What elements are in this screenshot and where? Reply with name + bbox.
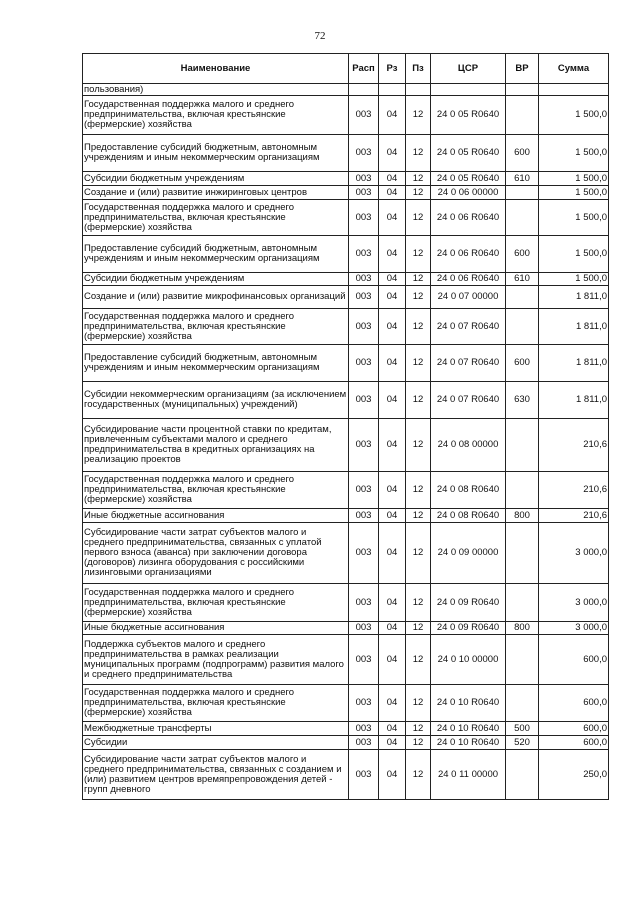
table-row xyxy=(83,509,609,523)
row-name: Предоставление субсидий бюджетным, автономным учреждениям и иным некоммерческим организациям xyxy=(83,135,349,172)
table-row xyxy=(83,135,609,172)
row-pz: 12 xyxy=(406,472,431,509)
row-rz: 04 xyxy=(379,736,406,750)
row-name: Субсидирование части затрат субъектов малого и среднего предпринимательства, связанных с созданием и (или) развитием центров времяпрепровождения детей - групп дневного xyxy=(83,750,349,800)
row-csr: 24 0 10 R0640 xyxy=(431,736,506,750)
header-sum: Сумма xyxy=(539,54,609,84)
row-csr: 24 0 05 R0640 xyxy=(431,135,506,172)
row-sum: 1 500,0 xyxy=(539,273,609,286)
row-rz: 04 xyxy=(379,236,406,273)
row-csr: 24 0 09 R0640 xyxy=(431,622,506,635)
row-csr: 24 0 07 R0640 xyxy=(431,382,506,419)
table-row xyxy=(83,345,609,382)
row-vr xyxy=(506,309,539,345)
row-rasp: 003 xyxy=(349,622,379,635)
row-pz: 12 xyxy=(406,236,431,273)
row-rasp: 003 xyxy=(349,635,379,685)
row-sum: 1 811,0 xyxy=(539,309,609,345)
row-csr: 24 0 06 R0640 xyxy=(431,236,506,273)
row-pz: 12 xyxy=(406,273,431,286)
row-vr: 520 xyxy=(506,736,539,750)
row-rasp: 003 xyxy=(349,309,379,345)
row-rz: 04 xyxy=(379,135,406,172)
row-vr: 610 xyxy=(506,273,539,286)
header-name: Наименование xyxy=(83,54,349,84)
row-csr: 24 0 10 00000 xyxy=(431,635,506,685)
table-row xyxy=(83,750,609,800)
row-name: пользования) xyxy=(83,84,349,96)
row-vr xyxy=(506,584,539,622)
row-rz: 04 xyxy=(379,172,406,186)
row-csr: 24 0 09 R0640 xyxy=(431,584,506,622)
row-pz: 12 xyxy=(406,622,431,635)
row-pz: 12 xyxy=(406,345,431,382)
row-pz: 12 xyxy=(406,135,431,172)
row-rasp: 003 xyxy=(349,200,379,236)
row-rasp: 003 xyxy=(349,96,379,135)
header-csr: ЦСР xyxy=(431,54,506,84)
row-vr: 610 xyxy=(506,172,539,186)
row-pz: 12 xyxy=(406,200,431,236)
row-vr xyxy=(506,472,539,509)
row-rz: 04 xyxy=(379,472,406,509)
table-row xyxy=(83,309,609,345)
table-row xyxy=(83,722,609,736)
row-rasp: 003 xyxy=(349,172,379,186)
row-name: Иные бюджетные ассигнования xyxy=(83,509,349,523)
row-vr xyxy=(506,96,539,135)
row-name: Субсидии некоммерческим организациям (за исключением государственных (муниципальных) учреждений) xyxy=(83,382,349,419)
row-csr: 24 0 06 00000 xyxy=(431,186,506,200)
row-rasp: 003 xyxy=(349,736,379,750)
row-pz: 12 xyxy=(406,736,431,750)
row-vr: 630 xyxy=(506,382,539,419)
row-rasp: 003 xyxy=(349,286,379,309)
row-vr: 600 xyxy=(506,236,539,273)
page-number: 72 xyxy=(314,30,326,42)
row-csr: 24 0 07 R0640 xyxy=(431,345,506,382)
row-sum: 600,0 xyxy=(539,722,609,736)
row-rz: 04 xyxy=(379,382,406,419)
row-pz: 12 xyxy=(406,96,431,135)
header-rz: Рз xyxy=(379,54,406,84)
row-csr: 24 0 05 R0640 xyxy=(431,172,506,186)
row-name: Государственная поддержка малого и среднего предпринимательства, включая крестьянские (фермерские) хозяйства xyxy=(83,584,349,622)
table-row xyxy=(83,172,609,186)
row-sum: 250,0 xyxy=(539,750,609,800)
row-pz: 12 xyxy=(406,286,431,309)
row-rz: 04 xyxy=(379,96,406,135)
table-row xyxy=(83,523,609,584)
row-rasp: 003 xyxy=(349,419,379,472)
row-name: Создание и (или) развитие микрофинансовых организаций xyxy=(83,286,349,309)
row-csr: 24 0 09 00000 xyxy=(431,523,506,584)
row-sum: 600,0 xyxy=(539,736,609,750)
row-sum: 1 811,0 xyxy=(539,286,609,309)
row-rz: 04 xyxy=(379,509,406,523)
row-rasp: 003 xyxy=(349,584,379,622)
header-rasp: Расп xyxy=(349,54,379,84)
row-sum: 210,6 xyxy=(539,419,609,472)
row-rz: 04 xyxy=(379,286,406,309)
row-vr xyxy=(506,523,539,584)
row-vr: 800 xyxy=(506,509,539,523)
row-rz: 04 xyxy=(379,273,406,286)
row-vr xyxy=(506,84,539,96)
row-vr: 800 xyxy=(506,622,539,635)
row-name: Субсидии xyxy=(83,736,349,750)
header-vr: ВР xyxy=(506,54,539,84)
row-rasp: 003 xyxy=(349,382,379,419)
table-row xyxy=(83,200,609,236)
table-row xyxy=(83,472,609,509)
row-rz: 04 xyxy=(379,622,406,635)
row-sum: 1 500,0 xyxy=(539,172,609,186)
row-csr: 24 0 10 R0640 xyxy=(431,722,506,736)
row-name: Предоставление субсидий бюджетным, автономным учреждениям и иным некоммерческим организациям xyxy=(83,236,349,273)
row-rasp: 003 xyxy=(349,722,379,736)
row-pz: 12 xyxy=(406,309,431,345)
row-vr: 600 xyxy=(506,135,539,172)
table-row xyxy=(83,635,609,685)
row-vr xyxy=(506,200,539,236)
row-vr xyxy=(506,635,539,685)
row-sum: 1 500,0 xyxy=(539,96,609,135)
row-name: Предоставление субсидий бюджетным, автономным учреждениям и иным некоммерческим организациям xyxy=(83,345,349,382)
row-pz: 12 xyxy=(406,685,431,722)
row-rasp: 003 xyxy=(349,523,379,584)
table-row xyxy=(83,685,609,722)
row-csr: 24 0 07 R0640 xyxy=(431,309,506,345)
row-rasp: 003 xyxy=(349,509,379,523)
row-pz: 12 xyxy=(406,419,431,472)
row-vr xyxy=(506,685,539,722)
row-sum: 210,6 xyxy=(539,509,609,523)
row-csr: 24 0 05 R0640 xyxy=(431,96,506,135)
row-pz: 12 xyxy=(406,750,431,800)
row-rz: 04 xyxy=(379,685,406,722)
row-name: Государственная поддержка малого и среднего предпринимательства, включая крестьянские (фермерские) хозяйства xyxy=(83,309,349,345)
table-row xyxy=(83,286,609,309)
row-pz xyxy=(406,84,431,96)
row-csr: 24 0 11 00000 xyxy=(431,750,506,800)
row-sum: 3 000,0 xyxy=(539,523,609,584)
row-rz: 04 xyxy=(379,584,406,622)
table-row xyxy=(83,273,609,286)
row-sum: 1 500,0 xyxy=(539,200,609,236)
row-name: Субсидирование части процентной ставки по кредитам, привлеченным субъектами малого и среднего предпринимательства в кредитных организациях на реализацию проектов xyxy=(83,419,349,472)
row-pz: 12 xyxy=(406,722,431,736)
table-row xyxy=(83,186,609,200)
row-rasp: 003 xyxy=(349,345,379,382)
row-name: Государственная поддержка малого и среднего предпринимательства, включая крестьянские (фермерские) хозяйства xyxy=(83,472,349,509)
table-row xyxy=(83,584,609,622)
row-rz: 04 xyxy=(379,200,406,236)
row-pz: 12 xyxy=(406,172,431,186)
row-sum: 600,0 xyxy=(539,635,609,685)
row-sum: 1 811,0 xyxy=(539,382,609,419)
row-rasp: 003 xyxy=(349,186,379,200)
budget-table xyxy=(82,53,609,800)
row-name: Поддержка субъектов малого и среднего предпринимательства в рамках реализации муниципальных программ (подпрограмм) развития малого и среднего предпринимательства xyxy=(83,635,349,685)
row-name: Субсидии бюджетным учреждениям xyxy=(83,172,349,186)
row-pz: 12 xyxy=(406,509,431,523)
row-sum xyxy=(539,84,609,96)
row-rasp xyxy=(349,84,379,96)
row-sum: 3 000,0 xyxy=(539,584,609,622)
row-rz: 04 xyxy=(379,635,406,685)
row-sum: 1 811,0 xyxy=(539,345,609,382)
row-rz: 04 xyxy=(379,419,406,472)
row-name: Субсидирование части затрат субъектов малого и среднего предпринимательства, связанных с уплатой первого взноса (аванса) при заключении договора (договоров) лизинга оборудования с российскими лизинговыми организациями xyxy=(83,523,349,584)
row-csr: 24 0 06 R0640 xyxy=(431,200,506,236)
row-name: Государственная поддержка малого и среднего предпринимательства, включая крестьянские (фермерские) хозяйства xyxy=(83,96,349,135)
row-sum: 1 500,0 xyxy=(539,186,609,200)
row-name: Субсидии бюджетным учреждениям xyxy=(83,273,349,286)
table-row xyxy=(83,96,609,135)
row-pz: 12 xyxy=(406,635,431,685)
row-sum: 210,6 xyxy=(539,472,609,509)
row-rz: 04 xyxy=(379,345,406,382)
row-csr: 24 0 07 00000 xyxy=(431,286,506,309)
row-vr xyxy=(506,750,539,800)
row-rz xyxy=(379,84,406,96)
table-row xyxy=(83,84,609,96)
row-sum: 600,0 xyxy=(539,685,609,722)
table-row xyxy=(83,382,609,419)
row-csr: 24 0 08 R0640 xyxy=(431,472,506,509)
row-pz: 12 xyxy=(406,584,431,622)
row-vr: 600 xyxy=(506,345,539,382)
row-vr xyxy=(506,419,539,472)
row-rz: 04 xyxy=(379,186,406,200)
row-csr: 24 0 08 R0640 xyxy=(431,509,506,523)
row-name: Создание и (или) развитие инжиринговых центров xyxy=(83,186,349,200)
row-rz: 04 xyxy=(379,750,406,800)
row-vr xyxy=(506,186,539,200)
row-rasp: 003 xyxy=(349,685,379,722)
row-name: Государственная поддержка малого и среднего предпринимательства, включая крестьянские (фермерские) хозяйства xyxy=(83,685,349,722)
row-csr: 24 0 06 R0640 xyxy=(431,273,506,286)
row-pz: 12 xyxy=(406,186,431,200)
row-name: Государственная поддержка малого и среднего предпринимательства, включая крестьянские (фермерские) хозяйства xyxy=(83,200,349,236)
table-row xyxy=(83,419,609,472)
row-rasp: 003 xyxy=(349,750,379,800)
table-row xyxy=(83,236,609,273)
row-rz: 04 xyxy=(379,722,406,736)
row-csr xyxy=(431,84,506,96)
table-row xyxy=(83,622,609,635)
row-rasp: 003 xyxy=(349,135,379,172)
row-sum: 1 500,0 xyxy=(539,135,609,172)
row-csr: 24 0 10 R0640 xyxy=(431,685,506,722)
row-pz: 12 xyxy=(406,382,431,419)
table-row xyxy=(83,736,609,750)
row-sum: 1 500,0 xyxy=(539,236,609,273)
row-rasp: 003 xyxy=(349,472,379,509)
row-rz: 04 xyxy=(379,523,406,584)
row-rasp: 003 xyxy=(349,236,379,273)
row-csr: 24 0 08 00000 xyxy=(431,419,506,472)
row-pz: 12 xyxy=(406,523,431,584)
row-name: Иные бюджетные ассигнования xyxy=(83,622,349,635)
row-name: Межбюджетные трансферты xyxy=(83,722,349,736)
row-rz: 04 xyxy=(379,309,406,345)
row-vr xyxy=(506,286,539,309)
row-sum: 3 000,0 xyxy=(539,622,609,635)
row-vr: 500 xyxy=(506,722,539,736)
header-pz: Пз xyxy=(406,54,431,84)
table-header-row xyxy=(83,54,609,84)
row-rasp: 003 xyxy=(349,273,379,286)
